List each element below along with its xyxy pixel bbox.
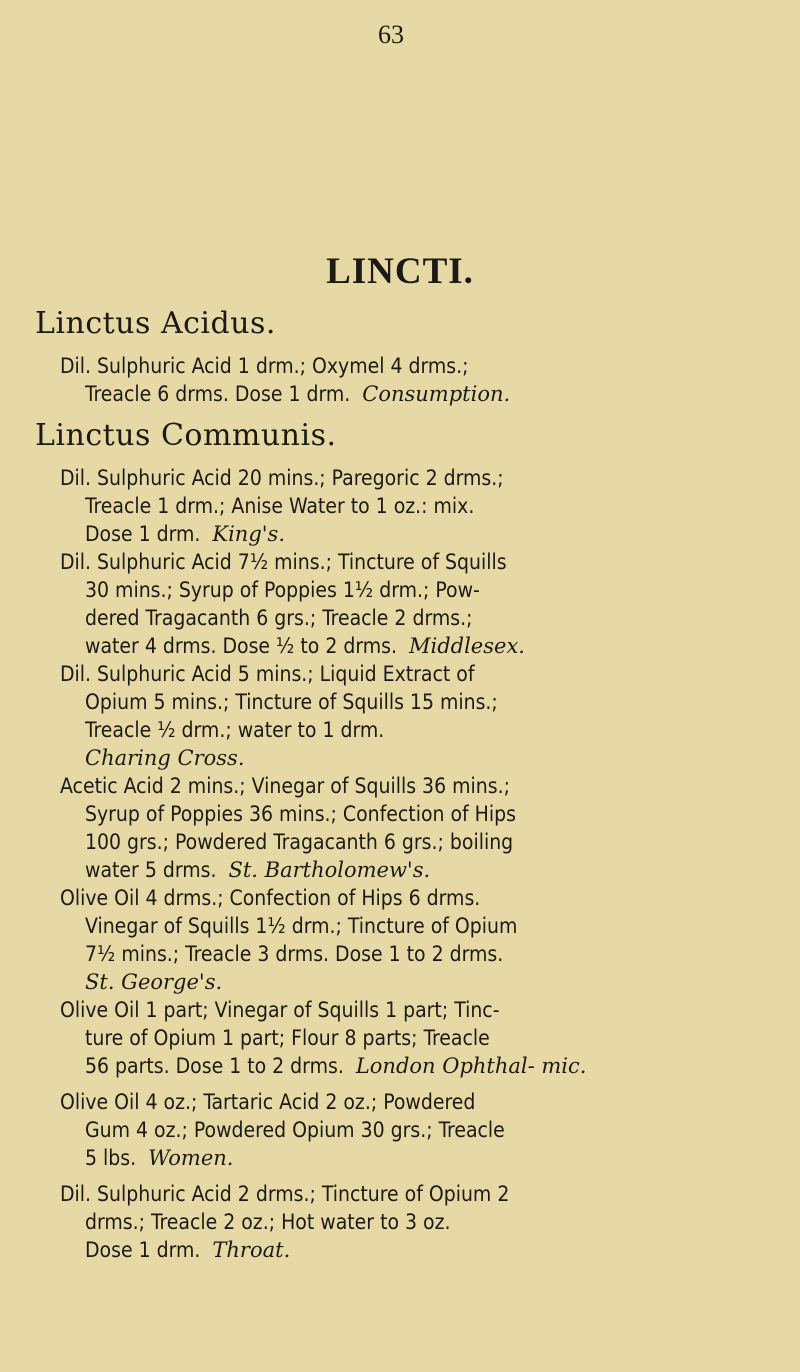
recipe-line: drms.; Treacle 2 oz.; Hot water to 3 oz. [85, 1210, 451, 1234]
recipe-line: Vinegar of Squills 1½ drm.; Tincture of Opium [85, 914, 518, 938]
recipe-source: Charing Cross. [85, 746, 245, 770]
recipe-line: Olive Oil 4 oz.; Tartaric Acid 2 oz.; Powdered [60, 1090, 476, 1114]
recipe-line: 5 lbs. Women. [85, 1146, 234, 1170]
recipe-entry [60, 884, 780, 996]
recipe-line: 30 mins.; Syrup of Poppies 1½ drm.; Pow- [85, 578, 480, 602]
recipe-entry [60, 464, 780, 548]
recipe-entry [60, 352, 780, 408]
recipe-entry [60, 1088, 780, 1172]
recipe-line: Dil. Sulphuric Acid 7½ mins.; Tincture of Squills [60, 550, 507, 574]
recipe-line: 56 parts. Dose 1 to 2 drms. London Ophthal- mic. [85, 1054, 587, 1078]
recipe-line: ture of Opium 1 part; Flour 8 parts; Treacle [85, 1026, 490, 1050]
recipe-line: 100 grs.; Powdered Tragacanth 6 grs.; boiling [85, 830, 514, 854]
recipe-line: Olive Oil 1 part; Vinegar of Squills 1 part; Tinc- [60, 998, 500, 1022]
recipe-source: King's. [212, 522, 285, 546]
recipe-line: Dil. Sulphuric Acid 5 mins.; Liquid Extract of [60, 662, 475, 686]
recipe-line: Dil. Sulphuric Acid 20 mins.; Paregoric 2 drms.; [60, 466, 504, 490]
recipe-line: Olive Oil 4 drms.; Confection of Hips 6 drms. [60, 886, 481, 910]
recipe-line: Treacle ½ drm.; water to 1 drm. [85, 718, 385, 742]
recipe-entry [60, 548, 780, 660]
recipe-source: Throat. [212, 1238, 291, 1262]
recipe-line: water 4 drms. Dose ½ to 2 drms. Middlesex. [85, 634, 525, 658]
recipe-line: Acetic Acid 2 mins.; Vinegar of Squills 36 mins.; [60, 774, 510, 798]
recipe-line: Syrup of Poppies 36 mins.; Confection of Hips [85, 802, 516, 826]
recipe-source: St. George's. [85, 970, 223, 994]
recipe-entry [60, 996, 780, 1080]
recipe-line: Dose 1 drm. King's. [85, 522, 285, 546]
recipe-source: London Ophthal- mic. [355, 1054, 587, 1078]
recipe-line: dered Tragacanth 6 grs.; Treacle 2 drms.; [85, 606, 473, 630]
heading-linctus-acidus: Linctus Acidus. [35, 306, 276, 341]
recipe-line: Dose 1 drm. Throat. [85, 1238, 291, 1262]
recipe-line: Treacle 1 drm.; Anise Water to 1 oz.: mix. [85, 494, 475, 518]
recipe-line: Dil. Sulphuric Acid 2 drms.; Tincture of Opium 2 [60, 1182, 510, 1206]
recipe-line: Gum 4 oz.; Powdered Opium 30 grs.; Treacle [85, 1118, 505, 1142]
recipe-source: Consumption. [362, 382, 511, 406]
recipe-line: Treacle 6 drms. Dose 1 drm. Consumption. [85, 382, 511, 406]
recipe-line: 7½ mins.; Treacle 3 drms. Dose 1 to 2 drms. [85, 942, 504, 966]
heading-linctus-communis: Linctus Communis. [35, 418, 337, 453]
recipe-line: Dil. Sulphuric Acid 1 drm.; Oxymel 4 drms.; [60, 354, 469, 378]
page-number: 63 [378, 20, 404, 49]
recipe-entry [60, 772, 780, 884]
recipe-source: Middlesex. [408, 634, 525, 658]
section-title: LINCTI. [326, 251, 474, 292]
recipe-entry [60, 660, 780, 772]
recipe-line: water 5 drms. St. Bartholomew's. [85, 858, 431, 882]
recipe-entry [60, 1180, 780, 1264]
recipe-source: Women. [148, 1146, 234, 1170]
recipe-line: Opium 5 mins.; Tincture of Squills 15 mins.; [85, 690, 498, 714]
recipe-source: St. Bartholomew's. [228, 858, 431, 882]
